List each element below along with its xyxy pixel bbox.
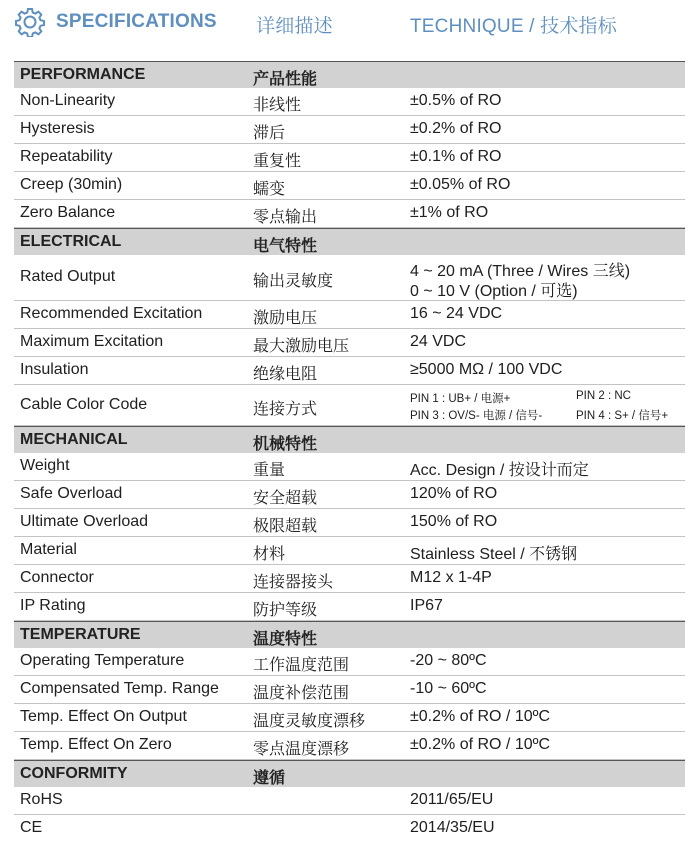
spec-name-en: Creep (30min) <box>20 176 123 193</box>
spec-value-option: 0 ~ 10 V (Option / 可选) <box>410 283 578 300</box>
spec-name-cn: 滞后 <box>253 125 286 142</box>
spec-name-en: IP Rating <box>20 597 86 614</box>
pin-4-label: PIN 4 : S+ / 信号+ <box>576 410 669 422</box>
section-title-cn: 温度特性 <box>253 631 318 648</box>
table-row <box>14 255 685 301</box>
section-title-en: CONFORMITY <box>20 765 128 782</box>
spec-value: M12 x 1-4P <box>410 569 492 586</box>
spec-name-cn: 温度补偿范围 <box>253 685 350 702</box>
table-row <box>14 88 685 116</box>
spec-value: 16 ~ 24 VDC <box>410 305 503 322</box>
spec-name-cn: 激励电压 <box>253 310 318 327</box>
spec-value: -10 ~ 60ºC <box>410 680 487 697</box>
spec-value: 4 ~ 20 mA (Three / Wires 三线) <box>410 263 631 280</box>
section-title-en: MECHANICAL <box>20 431 128 448</box>
spec-name-cn: 绝缘电阻 <box>253 366 318 383</box>
spec-name-en: Rated Output <box>20 268 116 285</box>
spec-value: ±0.2% of RO / 10ºC <box>410 736 551 753</box>
spec-name-cn: 工作温度范围 <box>253 657 350 674</box>
title-technique: TECHNIQUE / 技术指标 <box>410 16 617 37</box>
spec-name-cn: 极限超载 <box>253 518 318 535</box>
section-header-mechanical <box>14 426 685 453</box>
spec-name-en: Cable Color Code <box>20 396 148 413</box>
spec-name-en: Zero Balance <box>20 204 116 221</box>
table-row <box>14 732 685 760</box>
table-row <box>14 509 685 537</box>
spec-name-cn: 零点输出 <box>253 209 318 226</box>
specifications-table <box>14 61 685 842</box>
spec-value: ≥5000 MΩ / 100 VDC <box>410 361 563 378</box>
section-title-cn: 产品性能 <box>253 71 318 88</box>
spec-name-en: Recommended Excitation <box>20 305 203 322</box>
spec-name-en: Safe Overload <box>20 485 123 502</box>
spec-name-cn: 重量 <box>253 462 286 479</box>
pin-1-label: PIN 1 : UB+ / 电源+ <box>410 393 511 405</box>
section-header-temperature <box>14 621 685 648</box>
spec-value: IP67 <box>410 597 443 614</box>
spec-name-cn: 最大激励电压 <box>253 338 350 355</box>
section-header-conformity <box>14 760 685 787</box>
spec-name-en: RoHS <box>20 791 63 808</box>
spec-name-en: CE <box>20 819 43 836</box>
section-title-en: PERFORMANCE <box>20 66 146 83</box>
spec-value: 2014/35/EU <box>410 819 495 836</box>
section-title-cn: 电气特性 <box>253 238 318 255</box>
table-row <box>14 453 685 481</box>
spec-name-en: Maximum Excitation <box>20 333 164 350</box>
spec-name-en: Repeatability <box>20 148 113 165</box>
table-row <box>14 676 685 704</box>
table-row <box>14 704 685 732</box>
table-row <box>14 301 685 329</box>
table-row <box>14 116 685 144</box>
section-title-en: ELECTRICAL <box>20 233 122 250</box>
spec-value: ±0.1% of RO <box>410 148 502 165</box>
table-row <box>14 200 685 228</box>
spec-name-en: Hysteresis <box>20 120 95 137</box>
table-row <box>14 537 685 565</box>
table-row <box>14 172 685 200</box>
section-title-cn: 机械特性 <box>253 436 318 453</box>
table-row <box>14 787 685 815</box>
spec-name-en: Connector <box>20 569 94 586</box>
pin-3-label: PIN 3 : OV/S- 电源 / 信号- <box>410 410 543 422</box>
spec-value: 150% of RO <box>410 513 498 530</box>
spec-name-cn: 连接器接头 <box>253 574 334 591</box>
table-row <box>14 357 685 385</box>
spec-name-en: Temp. Effect On Zero <box>20 736 172 753</box>
spec-name-en: Weight <box>20 457 70 474</box>
spec-name-en: Temp. Effect On Output <box>20 708 187 725</box>
spec-value: ±1% of RO <box>410 204 489 221</box>
spec-value: ±0.2% of RO / 10ºC <box>410 708 551 725</box>
pin-2-label: PIN 2 : NC <box>576 390 631 402</box>
spec-name-cn: 温度灵敏度漂移 <box>253 713 366 730</box>
section-title-en: TEMPERATURE <box>20 626 141 643</box>
spec-value: ±0.5% of RO <box>410 92 502 109</box>
spec-name-cn: 材料 <box>253 546 286 563</box>
table-row <box>14 144 685 172</box>
spec-name-cn: 零点温度漂移 <box>253 741 350 758</box>
spec-name-cn: 连接方式 <box>253 401 318 418</box>
table-row <box>14 565 685 593</box>
spec-name-cn: 输出灵敏度 <box>253 273 334 290</box>
spec-value: ±0.2% of RO <box>410 120 502 137</box>
spec-name-cn: 蠕变 <box>253 181 286 198</box>
spec-name-cn: 防护等级 <box>253 602 318 619</box>
spec-name-en: Insulation <box>20 361 89 378</box>
table-row <box>14 815 685 842</box>
table-row <box>14 329 685 357</box>
section-title-cn: 遵循 <box>253 770 286 787</box>
spec-name-en: Non-Linearity <box>20 92 116 109</box>
spec-value: 24 VDC <box>410 333 467 350</box>
spec-value: -20 ~ 80ºC <box>410 652 487 669</box>
spec-value: 120% of RO <box>410 485 498 502</box>
table-row <box>14 593 685 621</box>
section-header-performance <box>14 61 685 88</box>
table-row <box>14 648 685 676</box>
gear-icon <box>15 7 45 37</box>
spec-name-en: Ultimate Overload <box>20 513 149 530</box>
spec-name-en: Compensated Temp. Range <box>20 680 219 697</box>
spec-value: Stainless Steel / 不锈钢 <box>410 546 578 563</box>
spec-name-en: Operating Temperature <box>20 652 185 669</box>
spec-header <box>0 0 700 46</box>
spec-name-cn: 安全超载 <box>253 490 318 507</box>
spec-value: Acc. Design / 按设计而定 <box>410 462 589 479</box>
table-row <box>14 385 685 426</box>
title-english: SPECIFICATIONS <box>56 11 217 32</box>
table-row <box>14 481 685 509</box>
spec-name-cn: 重复性 <box>253 153 302 170</box>
section-header-electrical <box>14 228 685 255</box>
title-chinese: 详细描述 <box>256 16 333 37</box>
spec-value: 2011/65/EU <box>410 791 494 808</box>
spec-name-en: Material <box>20 541 77 558</box>
spec-value: ±0.05% of RO <box>410 176 511 193</box>
spec-name-cn: 非线性 <box>253 97 302 114</box>
